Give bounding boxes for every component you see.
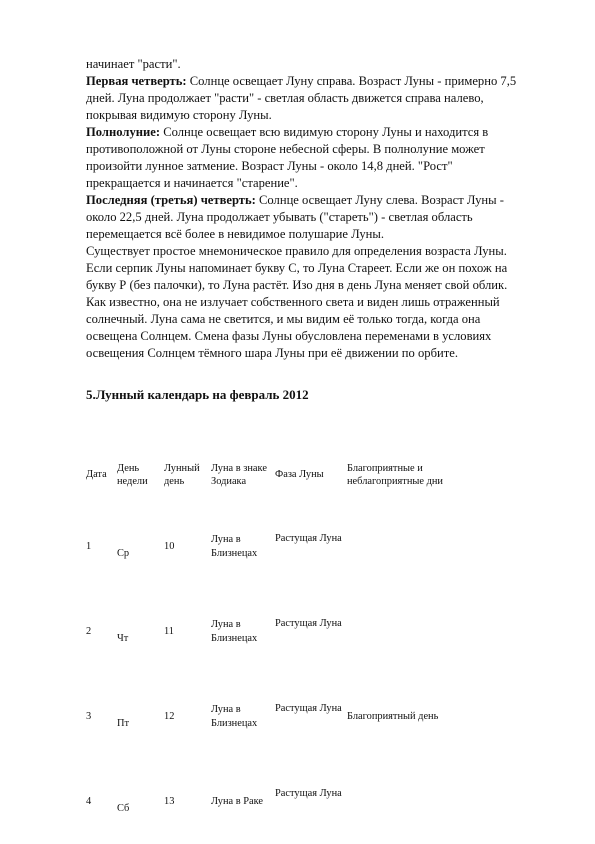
cell-lunar-day: 11 [164, 625, 175, 637]
paragraph-mnemonic [86, 243, 526, 362]
cell-moon-phase: Растущая Луна [275, 787, 342, 799]
header-date: Дата [86, 469, 107, 481]
cell-moon-phase: Растущая Луна [275, 702, 342, 714]
paragraph-text: начинает "расти". [86, 57, 181, 71]
cell-favorable [347, 759, 447, 844]
header-moon-phase: Фаза Луны [275, 469, 324, 481]
cell-lunar-day: 13 [164, 795, 175, 807]
cell-lunar-day: 10 [164, 540, 175, 552]
cell-zodiac: Луна в Раке [211, 795, 264, 807]
paragraph-intro [86, 56, 526, 73]
cell-zodiac: Луна в Близнецах [211, 534, 258, 559]
paragraph-label: Первая четверть: [86, 74, 187, 88]
header-day-of-week: День недели [117, 462, 148, 487]
cell-zodiac: Луна в Близнецах [211, 619, 258, 644]
document-page [86, 56, 526, 403]
header-lunar-day: Лунный день [164, 462, 200, 487]
cell-day-of-week: Ср [117, 547, 130, 559]
paragraph-text: Солнце освещает Луну справа. Возраст Луны - примерно 7,5 дней. Луна продолжает "расти" - светлая область движется справа налево, покрывая видимую сторону Луны. [86, 74, 517, 122]
header-zodiac: Луна в знаке Зодиака [211, 462, 267, 487]
header-favorable-days: Благоприятные и неблагоприятные дни [347, 462, 443, 487]
cell-day-of-week: Чт [117, 632, 129, 644]
paragraph-last-quarter [86, 192, 526, 243]
table-row [86, 504, 447, 589]
paragraph-text: Существует простое мнемоническое правило для определения возраста Луны. Если серпик Луны напоминает букву С, то Луна Стареет. Если же он похож на букву Р (без палочки), то Луна растёт. Изо дня в день Луна меняет свой облик. Как известно, она не излучает собственного света и виден лишь отраженный солнечный. Луна сама не светится, и мы видим её только тогда, когда она освещена Солнцем. Смена фазы Луны обусловлена переменами в условиях освещения Солнцем тёмного шара Луны при её движении по орбите. [86, 244, 508, 360]
table-header-row [86, 446, 447, 504]
cell-date: 2 [86, 625, 92, 637]
paragraph-text: Солнце освещает Луну слева. Возраст Луны - около 22,5 дней. Луна продолжает убывать ("стареть") - светлая область перемещается всё более в невидимое полушарие Луны. [86, 193, 504, 241]
section-title: 5.Лунный календарь на февраль 2012 [86, 387, 309, 402]
paragraph-label: Последняя (третья) четверть: [86, 193, 256, 207]
lunar-calendar-table [86, 446, 447, 844]
cell-day-of-week: Пт [117, 717, 130, 729]
cell-date: 4 [86, 795, 92, 807]
cell-favorable [347, 504, 447, 589]
paragraph-text: Солнце освещает всю видимую сторону Луны и находится в противоположной от Луны стороне небесной сферы. В полнолуние может произойти лунное затмение. Возраст Луны - около 14,8 дней. "Рост" прекращается и начинается "старение". [86, 125, 489, 190]
cell-lunar-day: 12 [164, 710, 175, 722]
cell-date: 3 [86, 710, 92, 722]
cell-moon-phase: Растущая Луна [275, 532, 342, 544]
table-row [86, 674, 447, 759]
cell-favorable: Благоприятный день [347, 710, 439, 722]
table-row [86, 759, 447, 844]
cell-day-of-week: Сб [117, 802, 130, 814]
paragraph-full-moon [86, 124, 526, 192]
table-row [86, 589, 447, 674]
cell-favorable [347, 589, 447, 674]
cell-date: 1 [86, 540, 92, 552]
paragraph-label: Полнолуние: [86, 125, 161, 139]
cell-moon-phase: Растущая Луна [275, 617, 342, 629]
cell-zodiac: Луна в Близнецах [211, 704, 258, 729]
paragraph-first-quarter [86, 73, 526, 124]
